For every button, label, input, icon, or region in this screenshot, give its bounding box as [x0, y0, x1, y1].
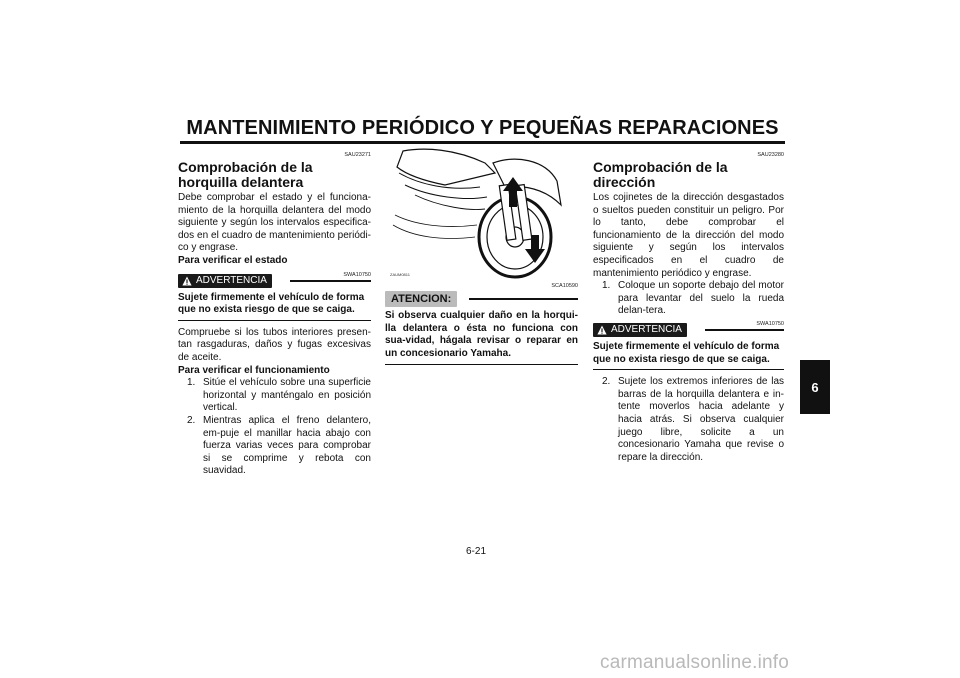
column-caution — [385, 283, 578, 365]
warning-code: SWA10750 — [343, 271, 371, 278]
caution-badge — [385, 291, 457, 307]
list-item — [187, 415, 371, 478]
intro-paragraph: Debe comprobar el estado y el funciona-miento de la horquilla delantera del modo siguiente y según los intervalos especifica-dos en el cuadro de mantenimiento periódi-co y engrase. — [178, 192, 371, 254]
page-header-title: MANTENIMIENTO PERIÓDICO Y PEQUEÑAS REPARACIONES — [186, 117, 779, 139]
column-steering-check — [593, 152, 784, 464]
warning-badge — [178, 274, 272, 288]
section-title: Comprobación de la horquilla delantera — [178, 159, 313, 190]
caution-text: Si observa cualquier daño en la horqui-lla delantera o ésta no funciona con sua-vidad, hágala revisar o reparar en un concesionario Yamaha. — [385, 310, 578, 359]
column-fork-check — [178, 152, 371, 478]
warning-triangle-icon — [182, 276, 192, 286]
warning-line — [290, 280, 371, 282]
steps-list — [178, 377, 371, 478]
list-item — [602, 280, 784, 318]
front-fork-illustration — [385, 145, 575, 285]
step-text: Mientras aplica el freno delantero, em-puje el manillar hacia abajo con fuerza varias veces para comprobar si se comprime y rebota con suavidad. — [203, 414, 371, 477]
warning-text: Sujete firmemente el vehículo de forma que no exista riesgo de que se caiga. — [593, 340, 780, 365]
step-number: 1. — [602, 280, 611, 292]
caution-line — [469, 298, 578, 300]
warning-triangle-icon — [597, 325, 607, 335]
caution-code: SCA10590 — [551, 283, 578, 289]
watermark: carmanualsonline.info — [600, 652, 790, 673]
steps-list-2 — [593, 376, 784, 464]
list-item — [602, 376, 784, 464]
warning-badge-row — [593, 320, 784, 337]
caution-label: ATENCION: — [391, 293, 452, 305]
step-text: Coloque un soporte debajo del motor para levantar del suelo la rueda delan-tera. — [618, 280, 784, 317]
warning-end-rule — [178, 320, 371, 321]
step-number: 2. — [602, 376, 611, 388]
warning-label: ADVERTENCIA — [196, 275, 267, 287]
warning-label: ADVERTENCIA — [611, 324, 682, 336]
section-code: SAU23271 — [344, 152, 371, 158]
section-code: SAU23280 — [757, 152, 784, 158]
step-text: Sujete los extremos inferiores de las barras de la horquilla delantera e in-tente moverlos hacia adelante y hacia atrás. Si observa cualquier juego libre, solicite a un concesionario Yamaha que revise o repare la dirección. — [618, 376, 784, 463]
subheading-operation: Para verificar el funcionamiento — [178, 364, 330, 376]
chapter-tab: 6 — [800, 360, 830, 414]
header-rule — [180, 141, 785, 144]
step-text: Sitúe el vehículo sobre una superficie horizontal y manténgalo en posición vertical. — [203, 377, 371, 414]
warning-badge — [593, 323, 687, 337]
steps-list — [593, 280, 784, 318]
section-title: Comprobación de la dirección — [593, 159, 728, 190]
subheading-condition: Para verificar el estado — [178, 254, 288, 266]
caution-end-rule — [385, 364, 578, 365]
intro-paragraph: Los cojinetes de la dirección desgastados o sueltos pueden constituir un peligro. Por lo tanto, debe comprobar el funcionamiento de la dirección del modo siguiente y según los intervalos especificados en el cuadro de mantenimiento periódico y engrase. — [593, 192, 784, 279]
warning-line — [705, 329, 784, 331]
caution-badge-row — [385, 291, 578, 307]
page-number: 6-21 — [466, 546, 487, 557]
warning-code: SWA10750 — [756, 320, 784, 327]
step-number: 2. — [187, 414, 196, 426]
warning-end-rule — [593, 369, 784, 370]
warning-badge-row — [178, 271, 371, 288]
figure-code: ZAUM0811 — [390, 272, 410, 277]
check-paragraph: Compruebe si los tubos interiores presen-tan rasgaduras, daños y fugas excesivas de aceite. — [178, 326, 371, 363]
step-number: 1. — [187, 377, 196, 389]
warning-text: Sujete firmemente el vehículo de forma que no exista riesgo de que se caiga. — [178, 291, 365, 316]
list-item — [187, 377, 371, 415]
